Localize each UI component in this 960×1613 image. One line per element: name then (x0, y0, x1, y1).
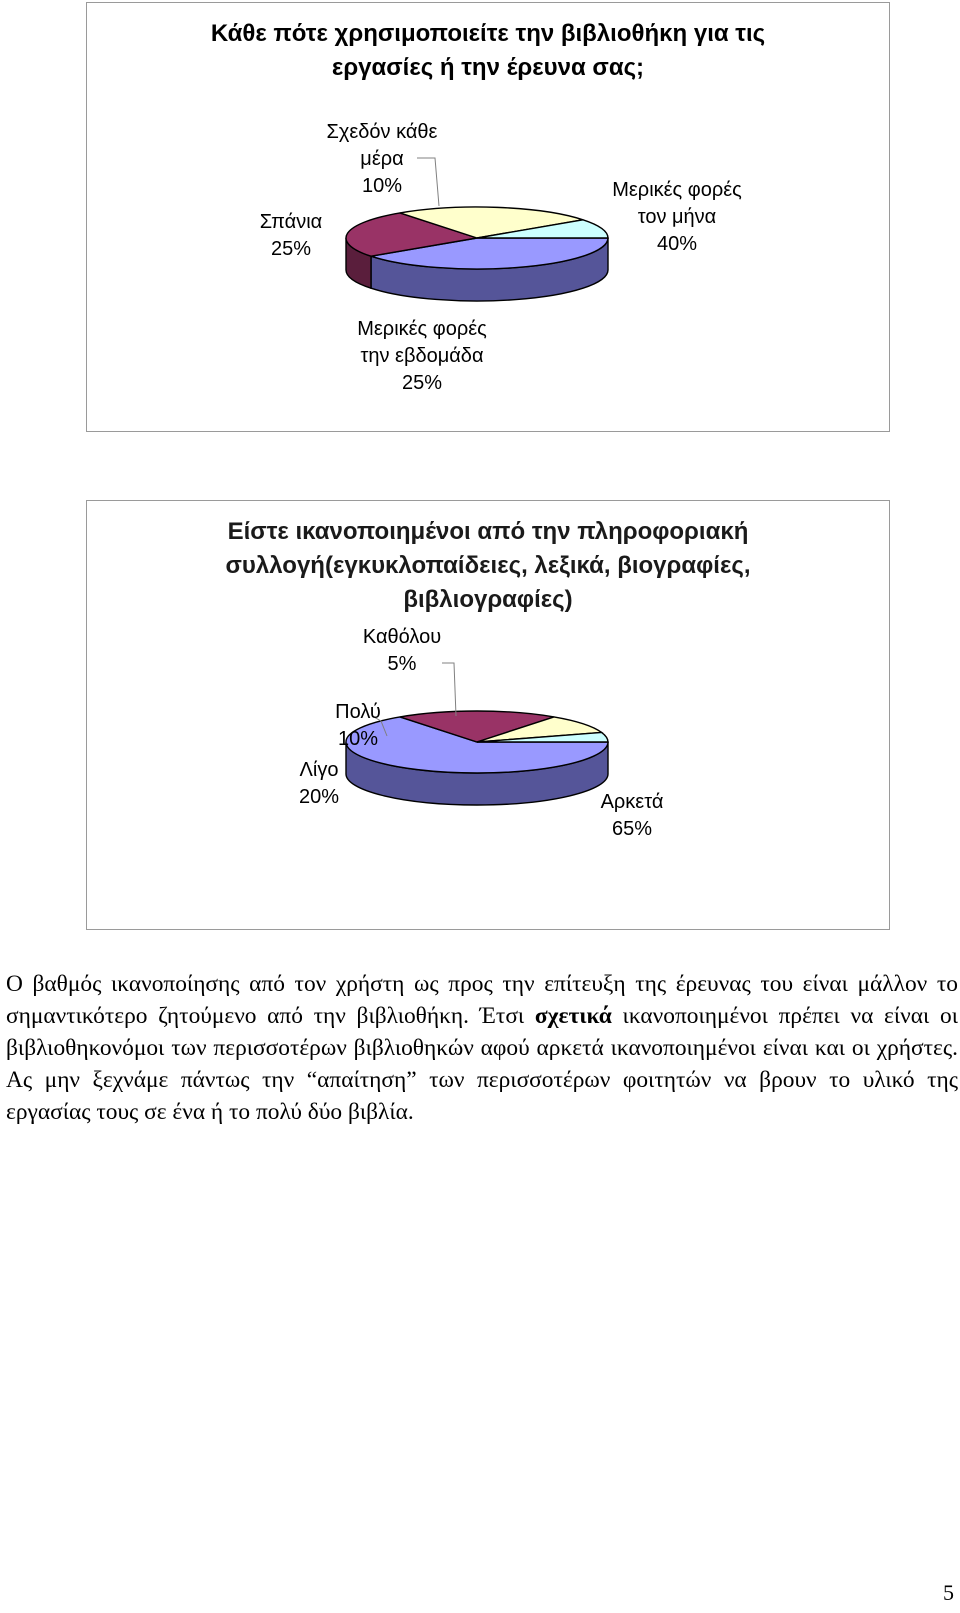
slice-label (357, 318, 487, 394)
slice-label (327, 121, 438, 197)
slice-label-line: Καθόλου (362, 626, 442, 648)
chart-title-line: εργασίες ή την έρευνα σας; (331, 54, 645, 81)
body-paragraph (6, 968, 958, 1128)
chart-library-usage (86, 2, 890, 432)
slice-label-line: μέρα (360, 148, 404, 170)
slice-label (612, 179, 742, 255)
slice-label-line: την εβδομάδα (360, 345, 484, 367)
slice-label (260, 211, 323, 260)
slice-label (363, 626, 441, 675)
slice-label-line: 25% (401, 372, 443, 394)
chart-title-line: Κάθε πότε χρησιμοποιείτε την βιβλιοθήκη για τις (210, 20, 766, 47)
slice-label-line: Μερικές φορές (357, 318, 487, 340)
slice-label-line: Σπάνια (259, 211, 323, 233)
chart-title-line: Είστε ικανοποιημένοι από την πληροφοριακή (227, 518, 749, 545)
slice-label-line: 5% (387, 653, 417, 675)
leader-line (442, 663, 456, 716)
paragraph (6, 968, 958, 1128)
chart-title-line: βιβλιογραφίες) (403, 586, 573, 613)
slice-label-line: 20% (298, 786, 340, 808)
slice-label-line: 25% (270, 238, 312, 260)
slice-label-line: 10% (337, 728, 379, 750)
slice-label-line: Λίγο (299, 759, 339, 781)
slice-label-line: 10% (361, 175, 403, 197)
slice-label (601, 791, 664, 840)
chart-title-line: συλλογή(εγκυκλοπαίδειες, λεξικά, βιογραφίες, (225, 552, 751, 579)
paragraph-text: Ο βαθμός ικανοποίησης από τον χρήστη ως προς την επίτευξη της έρευνας του είναι μάλλον το σημαντικότερο ζητούμενο από την βιβλιοθήκη. Έτσι (6, 971, 958, 1029)
slice-label (299, 759, 339, 808)
slice-label-line: Σχεδόν κάθε (326, 121, 438, 143)
paragraph-text: ικανοποιημένοι πρέπει να είναι οι βιβλιοθηκονόμοι των περισσοτέρων βιβλιοθηκών αφού αρκετά ικανοποιημένοι είναι και οι χρήστες. Ας μην ξεχνάμε πάντως την “απαίτηση” των περισσοτέρων φοιτητών να βρουν το υλικό της εργασίας τους σε ένα ή το πολύ δύο βιβλία. (6, 1003, 958, 1125)
slice-label-line: Μερικές φορές (612, 179, 742, 201)
slice-label-line: 40% (656, 233, 698, 255)
chart-collection-satisfaction (86, 500, 890, 930)
slice-label-line: 65% (611, 818, 653, 840)
pie-chart (87, 3, 891, 433)
pie-chart (87, 501, 891, 931)
slice-label-line: τον μήνα (637, 206, 717, 228)
paragraph-bold-word: σχετικά (534, 1003, 612, 1029)
slice-label-line: Αρκετά (600, 791, 664, 813)
leader-line (417, 158, 439, 206)
page-number: 5 (943, 1580, 954, 1605)
slice-label-line: Πολύ (335, 701, 381, 723)
